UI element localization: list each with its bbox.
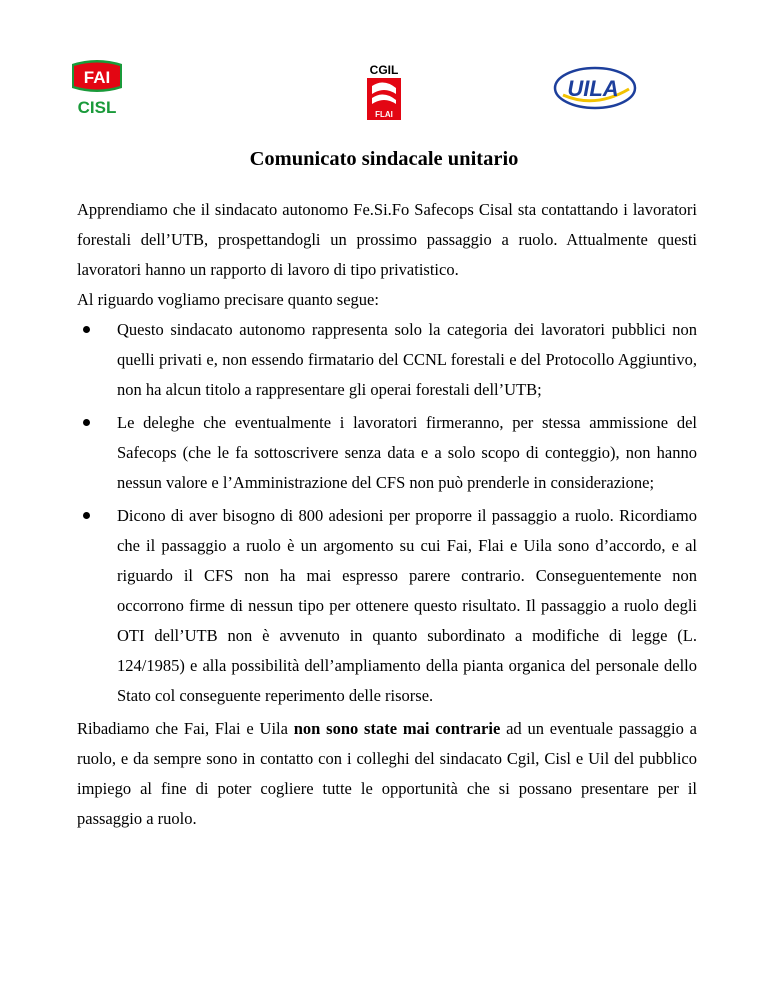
document-body (77, 195, 697, 834)
bullet-item (77, 315, 697, 405)
bullet-list (77, 315, 697, 711)
fai-logo-text: FAI (83, 68, 111, 87)
bullet-item (77, 501, 697, 711)
bullet-text: Dicono di aver bisogno di 800 adesioni per proporre il passaggio a ruolo. Ricordiamo che il passaggio a ruolo è un argomento su cui Fai, Flai e Uila sono d’accordo, e al riguardo il CFS non ha mai espresso parere contrario. Conseguentemente non occorrono firme di nessun tipo per ottenere questo risultato. Il passaggio a ruolo degli OTI dell’UTB non è avvenuto in quanto subordinato a modifiche di legge (L. 124/1985) e alla possibilità dell’ampliamento della pianta organica del personale dello Stato col conseguente reperimento delle risorse. (117, 506, 697, 705)
fai-cisl-logo (68, 58, 126, 120)
closing-paragraph (77, 714, 697, 834)
closing-emphasis: non sono state mai contrarie (293, 719, 501, 738)
cgil-flai-logo (358, 62, 410, 122)
flai-logo-text: FLAI (375, 110, 393, 119)
cisl-logo-text: CISL (77, 98, 117, 117)
bullet-icon (83, 512, 90, 519)
intro-paragraph: Apprendiamo che il sindacato autonomo Fe.Si.Fo Safecops Cisal sta contattando i lavoratori forestali dell’UTB, prospettandogli un prossimo passaggio a ruolo. Attualmente questi lavoratori hanno un rapporto di lavoro di tipo privatistico. (77, 200, 697, 279)
bullet-text: Le deleghe che eventualmente i lavoratori firmeranno, per stessa ammissione del Safecops (che le fa sottoscrivere senza data e a solo scopo di conteggio), non hanno nessun valore e l’Amministrazione del CFS non può prenderle in considerazione; (117, 413, 697, 492)
uila-logo-text: UILA (567, 76, 619, 101)
lead-in-paragraph: Al riguardo vogliamo precisare quanto segue: (77, 290, 379, 309)
uila-logo (553, 65, 637, 111)
bullet-text: Questo sindacato autonomo rappresenta solo la categoria dei lavoratori pubblici non quelli privati e, non essendo firmatario del CCNL forestali e del Protocollo Aggiuntivo, non ha alcun titolo a rappresentare gli operai forestali dell’UTB; (117, 320, 697, 399)
bullet-icon (83, 326, 90, 333)
closing-text-before: Ribadiamo che Fai, Flai e Uila (77, 719, 294, 738)
closing-text-after: ad un eventuale passaggio a ruolo, e da sempre sono in contatto con i colleghi del sindacato Cgil, Cisl e Uil del pubblico impiego al fine di poter cogliere tutte le opportunità che si possano presentare per il passaggio a ruolo. (77, 719, 697, 828)
bullet-icon (83, 419, 90, 426)
document-title: Comunicato sindacale unitario (249, 148, 519, 170)
cgil-logo-text: CGIL (369, 63, 399, 77)
bullet-item (77, 408, 697, 498)
